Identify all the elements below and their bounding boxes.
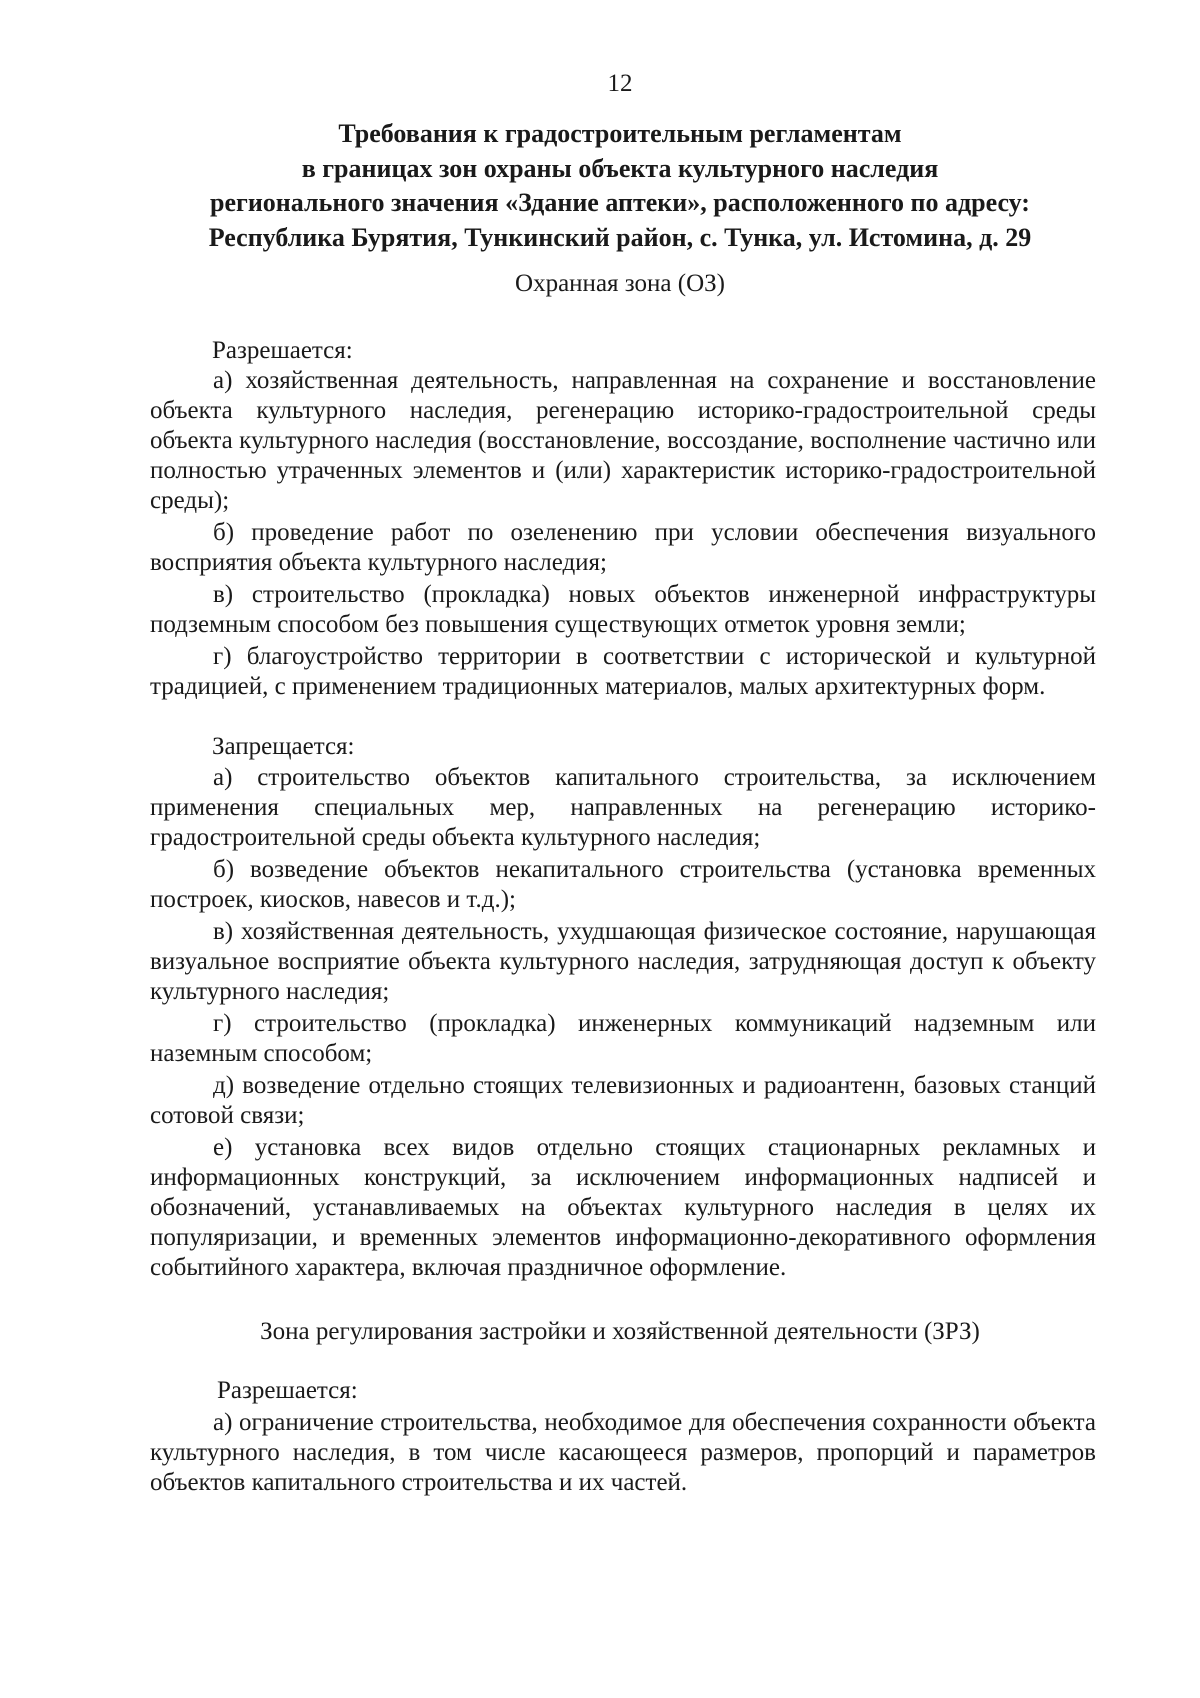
oz-forbidden-item: б) возведение объектов некапитального строительства (установка временных построек, киосков, навесов и т.д.); bbox=[150, 856, 1096, 913]
oz-allowed-item: в) строительство (прокладка) новых объектов инженерной инфраструктуры подземным способом без повышения существующих отметок уровня земли; bbox=[150, 581, 1096, 638]
page-number: 12 bbox=[607, 70, 633, 97]
oz-heading: Охранная зона (ОЗ) bbox=[515, 270, 725, 297]
oz-allowed-list bbox=[150, 366, 1096, 704]
oz-allowed-item: б) проведение работ по озеленению при условии обеспечения визуального восприятия объекта культурного наследия; bbox=[150, 519, 1096, 576]
zrz-heading: Зона регулирования застройки и хозяйственной деятельности (ЗРЗ) bbox=[260, 1318, 980, 1345]
oz-forbidden-item: д) возведение отдельно стоящих телевизионных и радиоантенн, базовых станций сотовой связи; bbox=[150, 1072, 1096, 1129]
document-title bbox=[140, 117, 1100, 255]
oz-forbidden-label: Запрещается: bbox=[212, 733, 355, 760]
zrz-allowed-list bbox=[150, 1408, 1096, 1500]
oz-allowed-item: а) хозяйственная деятельность, направленная на сохранение и восстановление объекта культурного наследия, регенерацию историко-градостроительной среды объекта культурного наследия (восстановление, воссоздание, восполнение частично или полностью утраченных элементов и (или) характеристик историко-градостроительной среды); bbox=[150, 367, 1096, 514]
oz-allowed-item: г) благоустройство территории в соответствии с исторической и культурной традицией, с применением традиционных материалов, малых архитектурных форм. bbox=[150, 643, 1096, 700]
oz-forbidden-item: в) хозяйственная деятельность, ухудшающая физическое состояние, нарушающая визуальное восприятие объекта культурного наследия, затрудняющая доступ к объекту культурного наследия; bbox=[150, 918, 1096, 1005]
oz-forbidden-item: а) строительство объектов капитального строительства, за исключением применения специальных мер, направленных на регенерацию историко-градостроительной среды объекта культурного наследия; bbox=[150, 764, 1096, 851]
title-line: Требования к градостроительным регламентам bbox=[338, 119, 902, 148]
oz-forbidden-item: е) установка всех видов отдельно стоящих стационарных рекламных и информационных конструкций, за исключением информационных надписей и обозначений, устанавливаемых на объектах культурного наследия в целях их популяризации, и временных элементов информационно-декоративного оформления событийного характера, включая праздничное оформление. bbox=[150, 1134, 1096, 1281]
title-line: регионального значения «Здание аптеки», расположенного по адресу: bbox=[210, 188, 1030, 217]
zrz-allowed-label: Разрешается: bbox=[217, 1377, 358, 1404]
oz-forbidden-item: г) строительство (прокладка) инженерных коммуникаций надземным или наземным способом; bbox=[150, 1010, 1096, 1067]
oz-allowed-label: Разрешается: bbox=[212, 337, 353, 364]
title-line: в границах зон охраны объекта культурного наследия bbox=[301, 153, 939, 183]
oz-forbidden-list bbox=[150, 763, 1096, 1285]
zrz-allowed-item: а) ограничение строительства, необходимое для обеспечения сохранности объекта культурного наследия, в том числе касающееся размеров, пропорций и параметров объектов капитального строительства и их частей. bbox=[150, 1409, 1096, 1496]
title-line: Республика Бурятия, Тункинский район, с. Тунка, ул. Истомина, д. 29 bbox=[208, 222, 1032, 252]
